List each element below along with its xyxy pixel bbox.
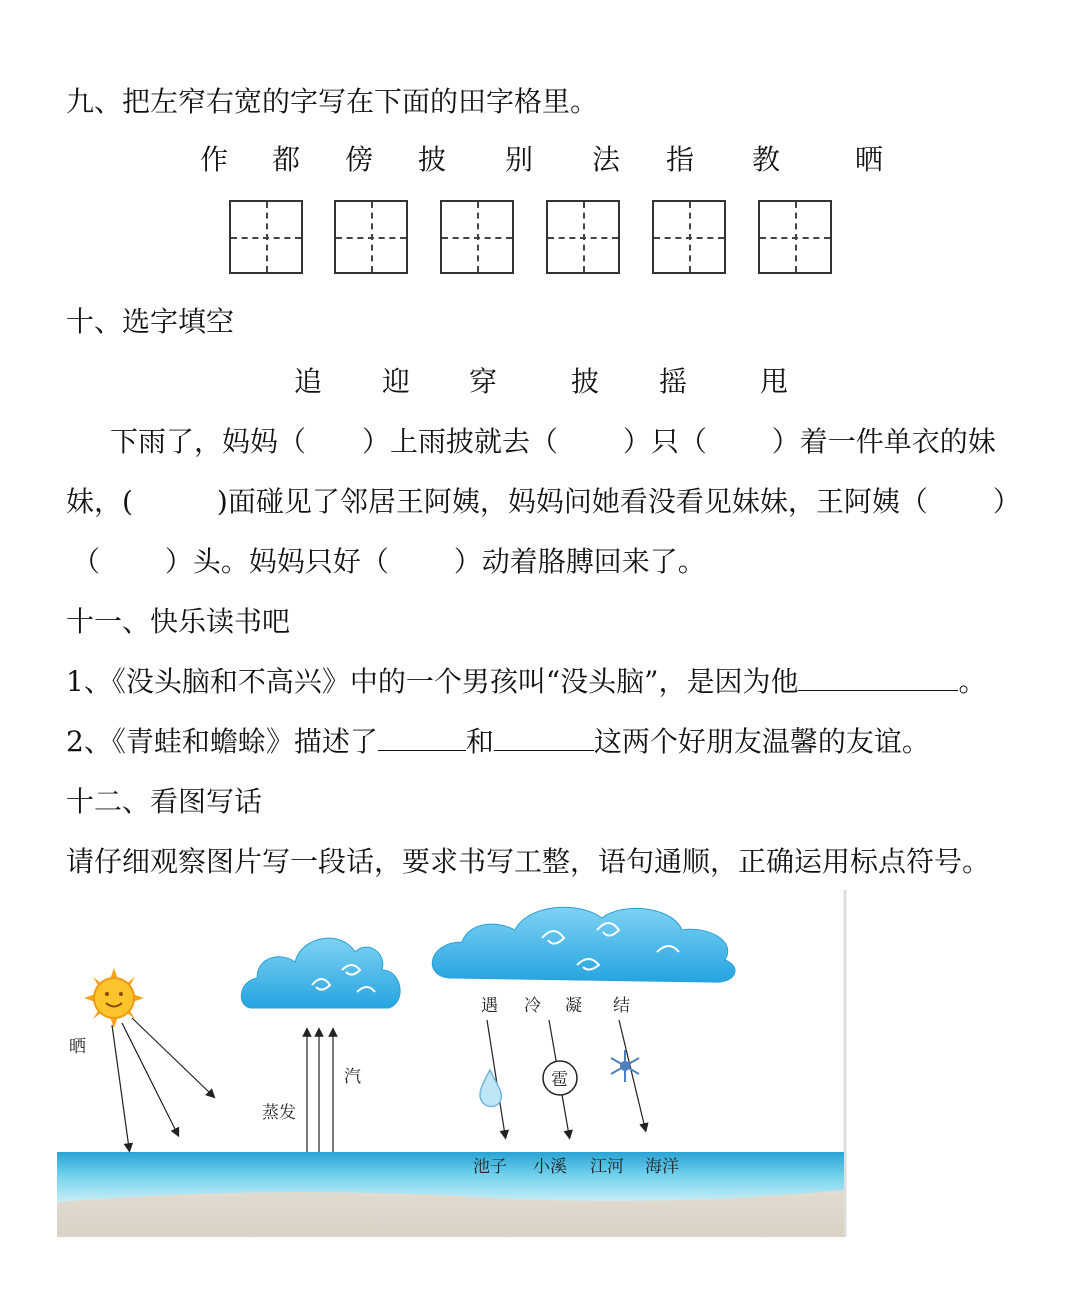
question-2: [66, 722, 930, 762]
sun-label: 晒: [69, 1037, 86, 1057]
fill-paragraph-line-3: （ ）头。妈妈只好（ ）动着胳膊回来了。: [72, 545, 706, 578]
char-option: 指: [666, 143, 695, 176]
answer-blank[interactable]: [378, 722, 466, 751]
answer-blank[interactable]: [494, 722, 594, 751]
vapor-label: 汽: [344, 1067, 361, 1087]
section9-title: 九、把左窄右宽的字写在下面的田字格里。: [66, 85, 599, 118]
water-label: 小溪: [533, 1157, 567, 1177]
char-option: 法: [592, 143, 621, 176]
condense-char: 结: [613, 996, 630, 1016]
section11-title: 十一、快乐读书吧: [66, 605, 291, 638]
char-option: 披: [418, 143, 447, 176]
water-label: 海洋: [645, 1157, 679, 1177]
condense-char: 凝: [565, 996, 582, 1016]
hail-label: 雹: [551, 1070, 568, 1090]
question-2-suffix: 这两个好朋友温馨的友谊。: [593, 725, 930, 758]
section12-title: 十二、看图写话: [66, 785, 263, 818]
question-2-mid: 和: [465, 725, 494, 758]
word-option: 穿: [469, 365, 498, 398]
tianzige-box[interactable]: [334, 200, 408, 274]
char-option: 教: [752, 143, 781, 176]
char-option: 别: [505, 143, 534, 176]
word-option: 迎: [382, 365, 411, 398]
tianzige-box[interactable]: [652, 200, 726, 274]
sea-water: [57, 1152, 844, 1202]
char-option: 傍: [345, 143, 374, 176]
section9-characters: [0, 140, 1080, 180]
tianzige-box[interactable]: [229, 200, 303, 274]
tianzige-box[interactable]: [758, 200, 832, 274]
question-1: [66, 662, 986, 702]
word-option: 披: [571, 365, 600, 398]
word-option: 甩: [760, 365, 789, 398]
water-label: 池子: [473, 1157, 507, 1177]
water-cycle-picture: [57, 890, 847, 1237]
section10-options: [0, 362, 1080, 402]
word-option: 摇: [659, 365, 688, 398]
word-option: 追: [294, 365, 323, 398]
question-1-end: 。: [958, 665, 987, 698]
condense-char: 遇: [481, 996, 498, 1016]
evaporate-label: 蒸发: [262, 1103, 296, 1123]
char-option: 作: [200, 143, 229, 176]
sun-icon: [84, 968, 144, 1028]
tianzige-box[interactable]: [440, 200, 514, 274]
fill-paragraph-line-1: 下雨了，妈妈（ ）上雨披就去（ ）只（ ）着一件单衣的妹: [110, 425, 996, 458]
answer-blank[interactable]: [798, 662, 958, 691]
fill-paragraph-line-2: 妹，( )面碰见了邻居王阿姨，妈妈问她看没看见妹妹，王阿姨（ ）: [66, 485, 1021, 518]
condense-char: 冷: [524, 996, 541, 1016]
tianzige-box[interactable]: [546, 200, 620, 274]
section12-instruction: 请仔细观察图片写一段话，要求书写工整，语句通顺，正确运用标点符号。: [66, 845, 991, 878]
section10-title: 十、选字填空: [66, 305, 235, 338]
question-1-text: 1、《没头脑和不高兴》中的一个男孩叫“没头脑”，是因为他: [66, 665, 799, 698]
char-option: 都: [272, 143, 301, 176]
question-2-prefix: 2、《青蛙和蟾蜍》描述了: [66, 725, 378, 758]
char-option: 晒: [855, 143, 884, 176]
water-label: 江河: [590, 1157, 624, 1177]
